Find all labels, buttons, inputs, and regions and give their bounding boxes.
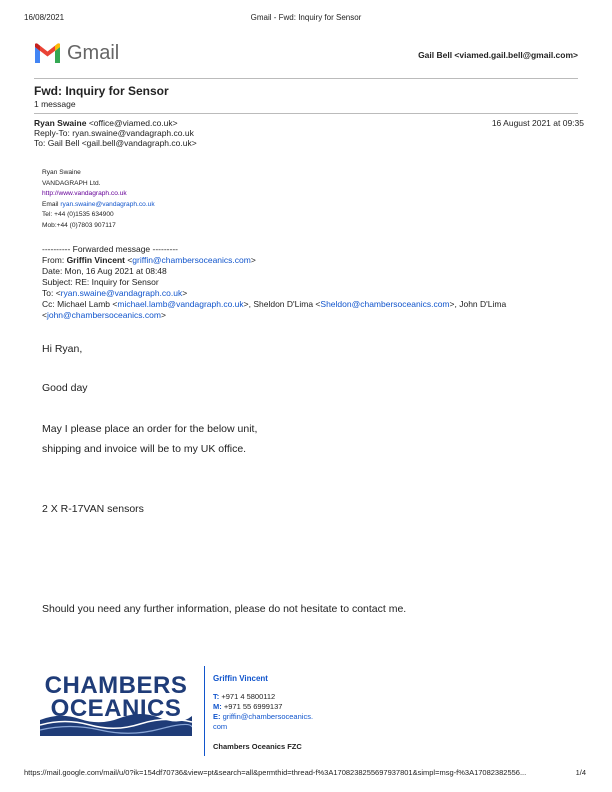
fwd-cc-label: Cc: Michael Lamb <	[42, 299, 118, 309]
print-date: 16/08/2021	[24, 13, 65, 22]
sig-m-value: +971 55 6999137	[223, 702, 283, 711]
signature-contacts	[213, 692, 313, 732]
header-divider	[34, 78, 578, 79]
sender-signature	[42, 168, 155, 231]
sig-email-link-cont[interactable]: com	[213, 722, 228, 731]
fwd-subject: Subject: RE: Inquiry for Sensor	[42, 277, 159, 287]
sender-name: Ryan Swaine	[42, 169, 81, 176]
sig-t-label: T:	[213, 692, 220, 701]
sender-website-link[interactable]: http://www.vandagraph.co.uk	[42, 190, 127, 197]
body-line-shipping: shipping and invoice will be to my UK office.	[42, 443, 247, 455]
message-date: 16 August 2021 at 09:35	[491, 118, 584, 128]
print-footer-page: 1/4	[575, 768, 586, 777]
logo-line-chambers: CHAMBERS	[44, 672, 188, 699]
logo-line-oceanics: OCEANICS	[50, 695, 182, 722]
fwd-cc1-email-link[interactable]: michael.lamb@vandagraph.co.uk	[117, 299, 244, 309]
body-line-sensors: 2 X R-17VAN sensors	[42, 503, 144, 515]
body-line-order: May I please place an order for the below unit,	[42, 423, 258, 435]
signature-name-text: Griffin Vincent	[213, 674, 268, 683]
from-email: <office@viamed.co.uk>	[88, 118, 178, 128]
fwd-cc2-email-link[interactable]: Sheldon@chambersoceanics.com	[320, 299, 450, 309]
body-line-closing: Should you need any further information, please do not hesitate to contact me.	[42, 603, 407, 615]
gmail-m-icon	[34, 43, 61, 64]
gmail-wordmark: Gmail	[67, 42, 120, 64]
fwd-cc-mid: >, Sheldon D'Lima <	[243, 299, 321, 309]
sender-email-label: Email	[42, 200, 61, 208]
print-footer-url: https://mail.google.com/mail/u/0?ik=154df70736&view=pt&search=all&permthid=thread-f%3A1708238255697937801&simpl=msg-f%3A17082382556...	[24, 768, 527, 777]
sender-tel: Tel: +44 (0)1535 634900	[42, 211, 114, 218]
fwd-cc-mid2: >, John D'Lima	[449, 299, 507, 309]
fwd-to-email-link[interactable]: ryan.swaine@vandagraph.co.uk	[60, 288, 183, 298]
account-label: Gail Bell <viamed.gail.bell@gmail.com>	[418, 50, 578, 60]
sender-company: VANDAGRAPH Ltd.	[42, 179, 101, 187]
sender-mob: Mob:+44 (0)7803 907117	[42, 221, 116, 229]
body-greeting: Hi Ryan,	[42, 343, 83, 355]
signature-divider	[204, 666, 205, 756]
chambers-oceanics-logo	[40, 672, 192, 736]
thread-subject: Fwd: Inquiry for Sensor	[34, 84, 169, 98]
fwd-to-label: To: <	[42, 288, 61, 298]
forwarded-header: ---------- Forwarded message --------- From: Griffin Vincent <griffin@chambersoceanics.com> Date: Mon, 16 Aug 2021 at 08:48 Subject: RE: Inquiry for Sensor To: <ryan.swaine@vandagraph.co.uk> Cc: Michael Lamb <michael.lamb@vandagraph.co.uk>, Sheldon D'Lima <Sheldon@chambersoceanics.com>, John D'Lima <john@chambersoceanics.com>	[42, 244, 582, 321]
sig-m-label: M:	[213, 702, 222, 711]
sig-e-label: E:	[213, 712, 221, 721]
fwd-date: Date: Mon, 16 Aug 2021 at 08:48	[42, 266, 167, 276]
sig-t-value: +971 4 5800112	[221, 692, 276, 701]
signature-name	[213, 674, 268, 683]
message-to: To: Gail Bell <gail.bell@vandagraph.co.uk>	[34, 138, 197, 148]
forwarded-divider: ---------- Forwarded message ---------	[42, 244, 178, 254]
sig-email-link[interactable]: griffin@chambersoceanics.	[222, 712, 314, 721]
fwd-cc3-email-link[interactable]: john@chambersoceanics.com	[46, 310, 161, 320]
fwd-from-email-link[interactable]: griffin@chambersoceanics.com	[132, 255, 251, 265]
from-name: Ryan Swaine	[34, 118, 87, 128]
body-line-good-day: Good day	[42, 382, 88, 394]
print-title: Gmail - Fwd: Inquiry for Sensor	[250, 13, 362, 22]
subject-divider	[34, 113, 578, 114]
gmail-logo[interactable]	[34, 42, 134, 66]
sender-email-link[interactable]: ryan.swaine@vandagraph.co.uk	[60, 200, 155, 208]
fwd-from-label: From:	[42, 255, 67, 265]
fwd-from-name: Griffin Vincent	[66, 255, 125, 265]
message-count: 1 message	[34, 99, 76, 109]
signature-company: Chambers Oceanics FZC	[213, 742, 302, 751]
message-reply-to: Reply-To: ryan.swaine@vandagraph.co.uk	[34, 128, 194, 138]
